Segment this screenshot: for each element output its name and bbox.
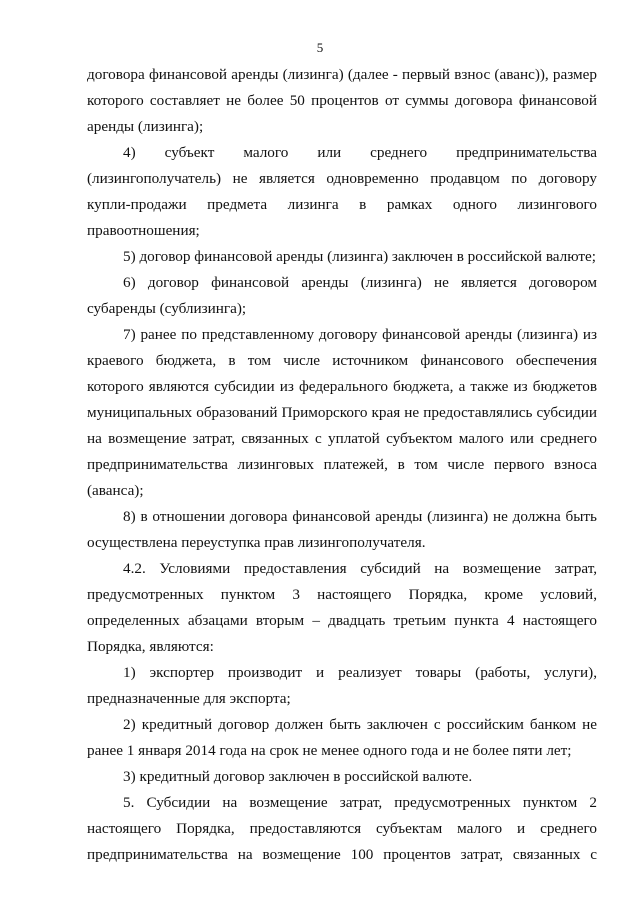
paragraph-section-5: 5. Субсидии на возмещение затрат, предусмотренных пунктом 2 настоящего Порядка, предоставляются субъектам малого и среднего предпринимательства на возмещение 100 процентов затрат, связанных с: [87, 794, 597, 863]
paragraph-item-7: 7) ранее по представленному договору финансовой аренды (лизинга) из краевого бюджета, в том числе источником финансового обеспечения которого являются субсидии из федерального бюджета, а также из бюджетов муниципальных образований Приморского края не предоставлялись субсидии на возмещение затрат, связанных с уплатой субъектом малого или среднего предпринимательства лизинговых платежей, в том числе первого взноса (аванса);: [87, 326, 597, 499]
paragraph-subitem-2: 2) кредитный договор должен быть заключен с российским банком не ранее 1 января 2014 года на срок не менее одного года и не более пяти лет;: [87, 716, 597, 759]
paragraph-item-6: 6) договор финансовой аренды (лизинга) не является договором субаренды (сублизинга);: [87, 274, 597, 317]
paragraph-subitem-1: 1) экспортер производит и реализует товары (работы, услуги), предназначенные для экспорта;: [87, 664, 597, 707]
paragraph-subitem-3: 3) кредитный договор заключен в российской валюте.: [123, 768, 473, 785]
paragraph-item-4: 4) субъект малого или среднего предпринимательства (лизингополучатель) не является одновременно продавцом по договору купли-продажи предмета лизинга в рамках одного лизингового правоотношения;: [87, 144, 597, 239]
paragraph-section-4-2: 4.2. Условиями предоставления субсидий на возмещение затрат, предусмотренных пунктом 3 настоящего Порядка, кроме условий, определенных абзацами вторым – двадцать третьим пункта 4 настоящего Порядка, являются:: [87, 560, 597, 655]
paragraph-continuation: договора финансовой аренды (лизинга) (далее - первый взнос (аванс)), размер которого составляет не более 50 процентов от суммы договора финансовой аренды (лизинга);: [87, 66, 597, 135]
paragraph-item-8: 8) в отношении договора финансовой аренды (лизинга) не должна быть осуществлена переуступка прав лизингополучателя.: [87, 508, 597, 551]
page-number: 5: [316, 40, 324, 55]
paragraph-item-5: 5) договор финансовой аренды (лизинга) заключен в российской валюте;: [123, 248, 596, 265]
document-body: [87, 62, 597, 868]
